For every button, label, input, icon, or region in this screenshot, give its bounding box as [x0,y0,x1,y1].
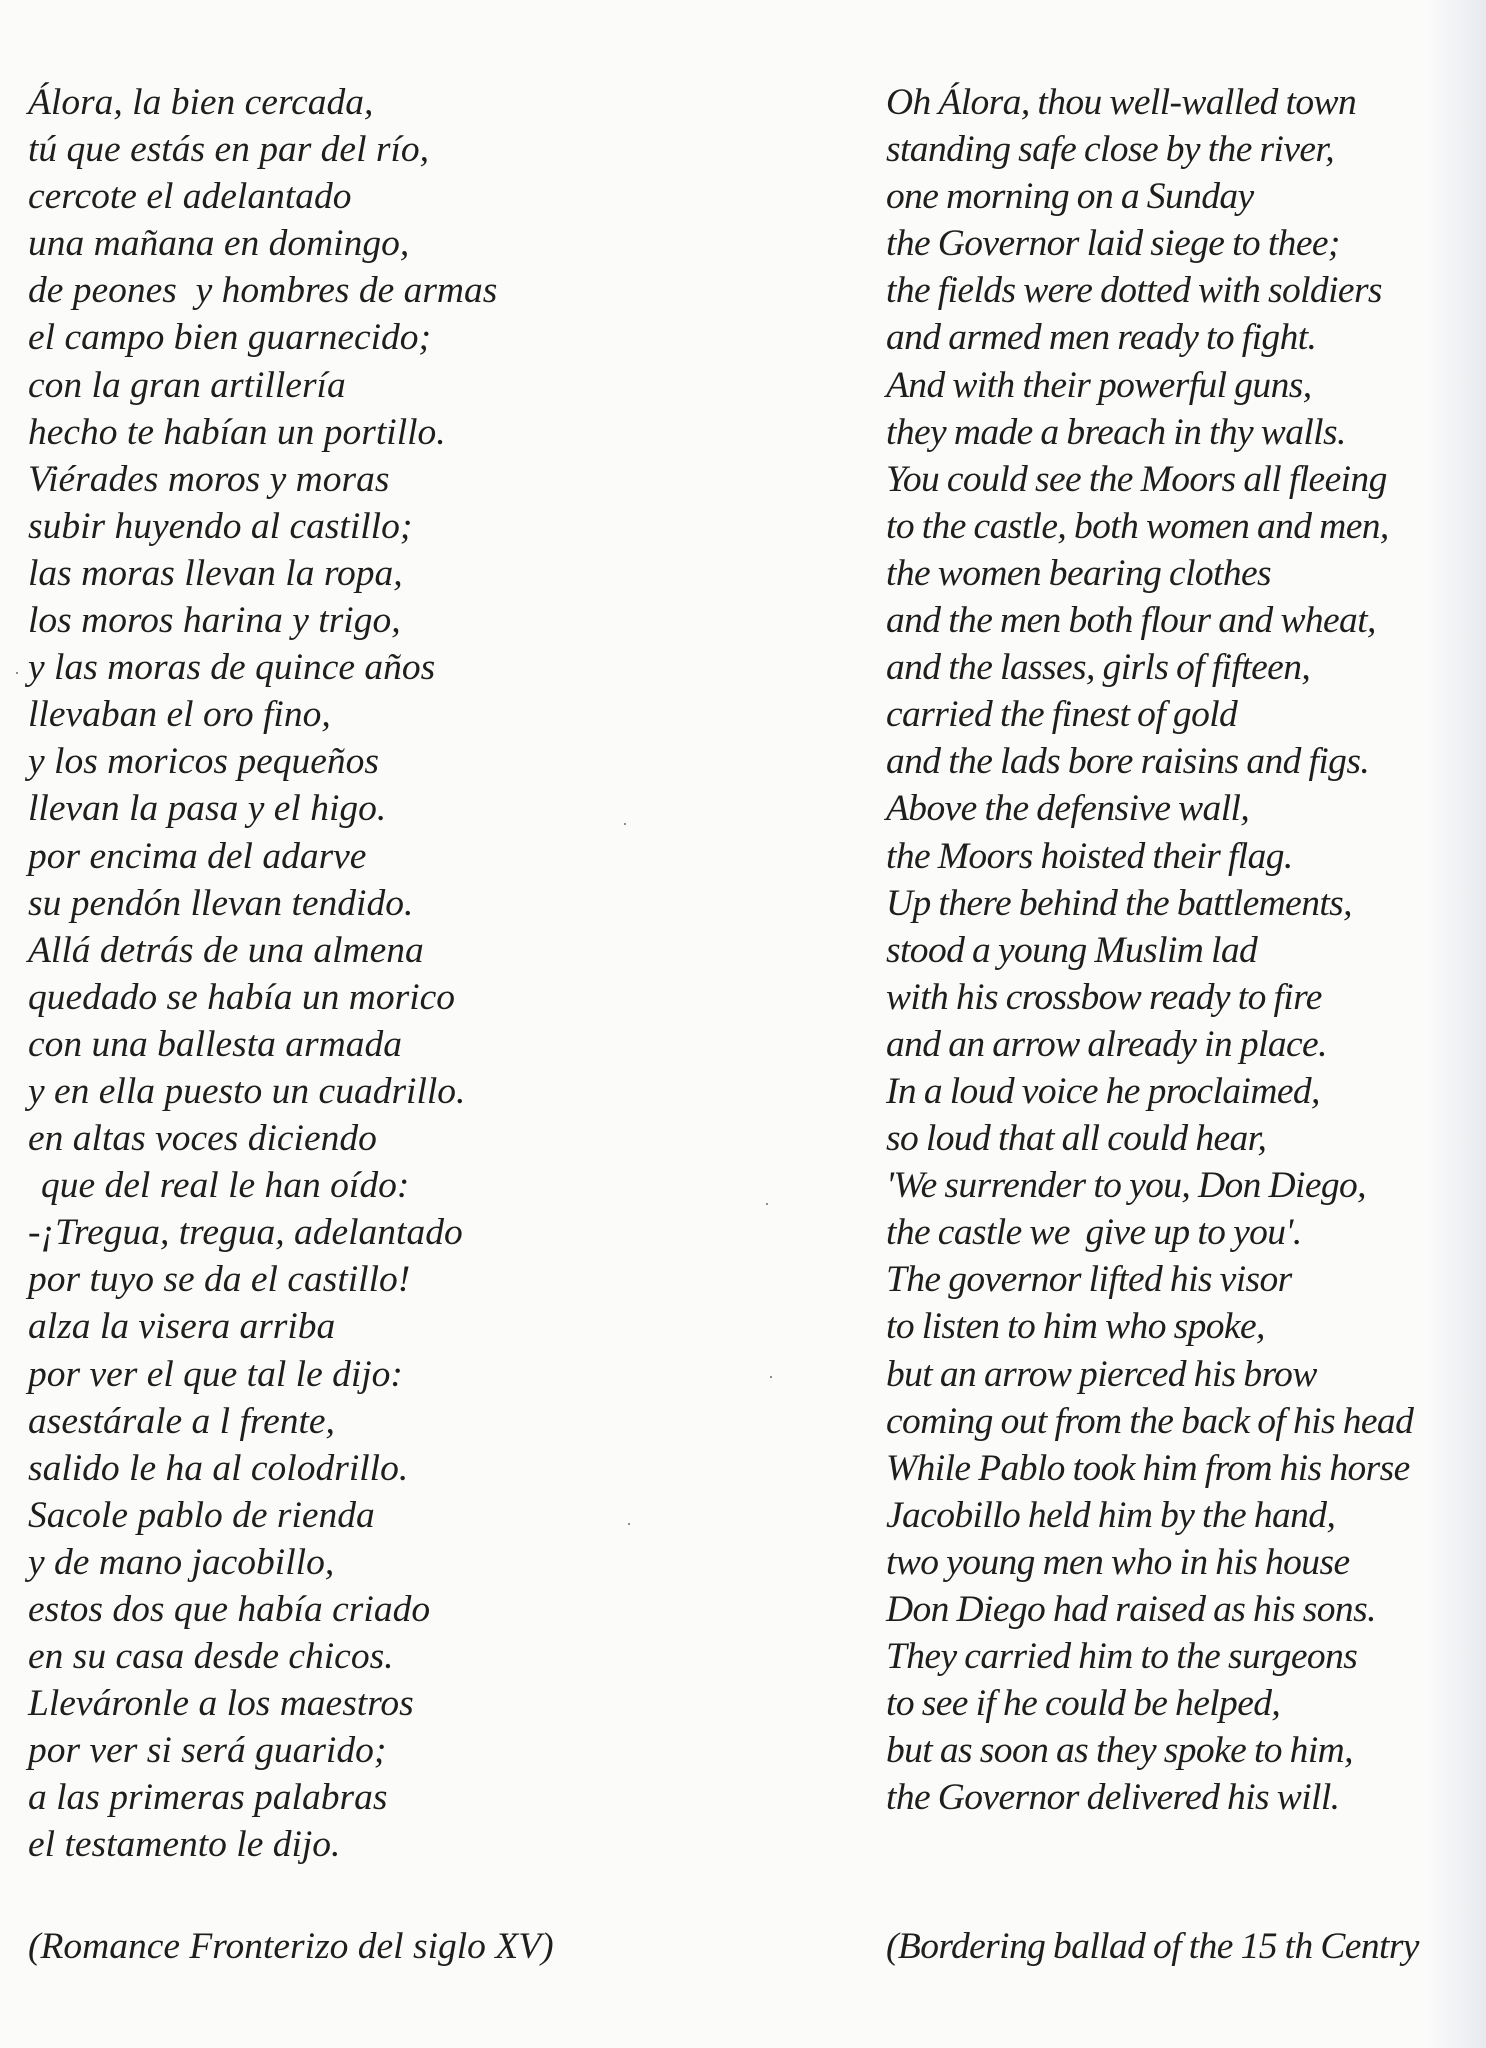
english-verse-line: they made a breach in thy walls. [886,411,1346,453]
scan-speck [766,1203,768,1205]
spanish-verse-line: tú que estás en par del río, [28,129,430,171]
spanish-verse-line: con una ballesta armada [28,1023,402,1065]
spanish-verse-line: Viérades moros y moras [28,458,390,500]
english-verse-line: the Moors hoisted their flag. [886,835,1293,877]
english-verse-line: and the lasses, girls of fifteen, [886,647,1311,689]
spanish-verse-line: que del real le han oído: [41,1165,410,1207]
spanish-verse-line: una mañana en domingo, [28,223,410,265]
english-verse-line: And with their powerful guns, [886,364,1312,406]
scan-speck [624,823,626,825]
english-verse-line: the women bearing clothes [886,552,1272,594]
spanish-verse-line: Sacole pablo de rienda [28,1494,375,1536]
english-verse-line: and the men both flour and wheat, [886,600,1376,642]
spanish-verse-line: y en ella puesto un cuadrillo. [28,1070,466,1112]
english-verse-line: Above the defensive wall, [886,788,1250,830]
english-verse-line: to see if he could be helped, [886,1683,1281,1725]
english-verse-line: While Pablo took him from his horse [886,1447,1410,1489]
spanish-verse-line: con la gran artillería [28,364,346,406]
spanish-verse-line: por tuyo se da el castillo! [28,1259,411,1301]
spanish-verse-line: por ver si será guarido; [28,1730,387,1772]
english-verse-line: two young men who in his house [886,1541,1350,1583]
english-verse-line: the Governor delivered his will. [886,1777,1340,1819]
english-verse-line: and the lads bore raisins and figs. [886,741,1370,783]
spanish-verse-line: y de mano jacobillo, [28,1541,335,1583]
spanish-verse-line: a las primeras palabras [28,1777,388,1819]
spanish-verse-line: hecho te habían un portillo. [28,411,446,453]
english-verse-line: stood a young Muslim lad [886,929,1258,971]
spanish-verse-line: en su casa desde chicos. [28,1636,394,1678]
spanish-verse-line: el testamento le dijo. [28,1824,341,1866]
english-verse-line: Oh Álora, thou well-walled town [886,82,1357,123]
english-verse-line: the fields were dotted with soldiers [886,270,1382,312]
spanish-verse-line: por ver el que tal le dijo: [28,1353,403,1395]
english-verse-line: with his crossbow ready to fire [886,976,1322,1018]
spanish-verse-line: de peones y hombres de armas [28,270,498,312]
scan-speck [770,1376,772,1378]
english-verse-line: Don Diego had raised as his sons. [886,1589,1376,1630]
english-verse-line: but an arrow pierced his brow [886,1353,1317,1395]
english-verse-line: They carried him to the surgeons [886,1636,1358,1678]
english-verse-line: and an arrow already in place. [886,1023,1327,1065]
scan-speck [628,1523,630,1525]
spanish-verse-line: el campo bien guarnecido; [28,317,432,359]
spanish-verse-line: llevaban el oro fino, [28,694,331,736]
scan-speck [16,672,18,674]
spanish-verse-line: en altas voces diciendo [28,1118,377,1160]
english-verse-line: to the castle, both women and men, [886,505,1389,547]
spanish-verse-line: cercote el adelantado [28,176,352,218]
english-verse-line: You could see the Moors all fleeing [886,458,1387,500]
spanish-verse-line: su pendón llevan tendido. [28,882,414,924]
spanish-verse-line: quedado se había un morico [28,976,456,1018]
english-verse-line: and armed men ready to fight. [886,317,1317,359]
english-verse-line: so loud that all could hear, [886,1118,1267,1160]
english-verse-line: The governor lifted his visor [886,1259,1292,1301]
spanish-verse-line: las moras llevan la ropa, [28,552,403,594]
spanish-verse-line: alza la visera arriba [28,1306,336,1348]
spanish-verse-line: los moros harina y trigo, [28,600,401,642]
spanish-verse-line: salido le ha al colodrillo. [28,1447,409,1489]
english-verse-line: Jacobillo held him by the hand, [886,1494,1336,1536]
english-verse-line: Up there behind the battlements, [886,882,1352,924]
english-verse-line: 'We surrender to you, Don Diego, [886,1165,1366,1207]
english-verse-line: carried the finest of gold [886,694,1238,736]
english-verse-line: the Governor laid siege to thee; [886,223,1340,265]
spanish-verse-line: y las moras de quince años [28,647,436,689]
english-verse-line: to listen to him who spoke, [886,1306,1265,1348]
english-poem [886,79,1486,1821]
english-verse-line: the castle we give up to you'. [886,1212,1302,1254]
english-source-attribution: (Bordering ballad of the 15 th Centry [886,1926,1419,1967]
spanish-poem [28,79,768,1869]
spanish-verse-line: llevan la pasa y el higo. [28,788,387,830]
spanish-verse-line: subir huyendo al castillo; [28,505,413,547]
spanish-verse-line: y los moricos pequeños [28,741,379,783]
english-verse-line: coming out from the back of his head [886,1400,1414,1442]
english-verse-line: one morning on a Sunday [886,176,1254,218]
spanish-verse-line: asestárale a l frente, [28,1400,335,1442]
english-verse-line: In a loud voice he proclaimed, [886,1070,1320,1112]
english-verse-line: but as soon as they spoke to him, [886,1730,1353,1772]
english-verse-line: standing safe close by the river, [886,129,1335,171]
spanish-source-attribution: (Romance Fronterizo del siglo XV) [28,1926,554,1967]
spanish-verse-line: Allá detrás de una almena [28,929,424,971]
spanish-verse-line: Lleváronle a los maestros [28,1683,414,1725]
spanish-verse-line: -¡Tregua, tregua, adelantado [28,1212,463,1254]
spanish-verse-line: por encima del adarve [28,835,367,877]
spanish-verse-line: estos dos que había criado [28,1589,431,1630]
spanish-verse-line: Álora, la bien cercada, [28,82,374,123]
